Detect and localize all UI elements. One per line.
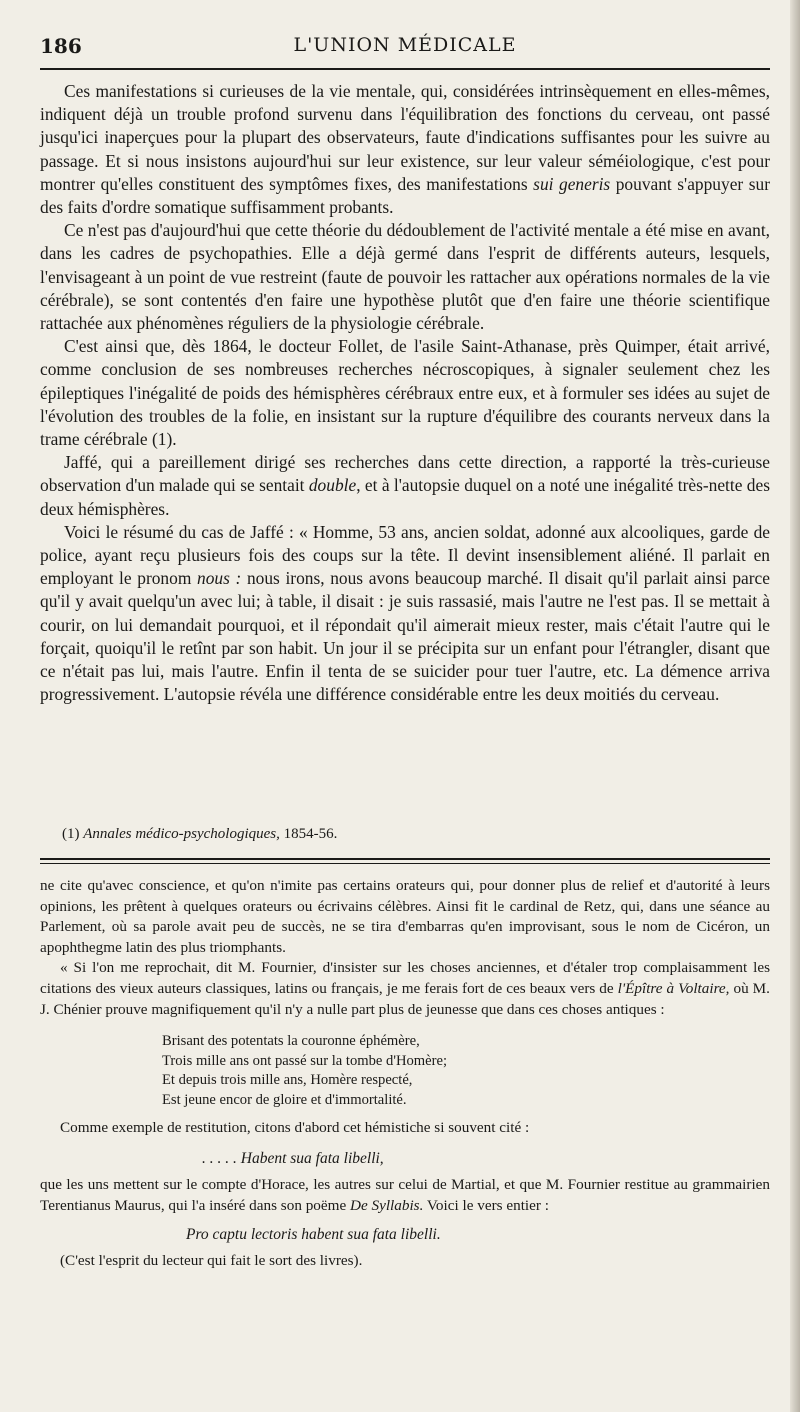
paragraph: C'est ainsi que, dès 1864, le docteur Follet, de l'asile Saint-Athanase, près Quimper, était arrivé, comme conclusion de ses nombreuses recherches nécroscopiques, à signaler seulement chez les épileptiques l'inégalité de poids des hémisphères cérébraux entre eux, et à formuler ses idées au sujet de l'évolution des troubles de la folie, en insistant sur la rupture d'équilibre des courants nerveux dans la trame cérébrale (1).: [40, 336, 770, 450]
verse-line: Trois mille ans ont passé sur la tombe d'Homère;: [162, 1052, 448, 1069]
page-number: 186: [40, 34, 82, 58]
feuilleton-text: [40, 876, 770, 1272]
latin-verse: Pro captu lectoris habent sua fata libelli.: [186, 1225, 441, 1243]
paragraph: que les uns mettent sur le compte d'Horace, les autres sur celui de Martial, et que M. Fournier restitue au grammairien Terentianus Maurus, qui l'a inséré dans son poëme De Syllabis. Voici le vers entier :: [40, 1176, 770, 1214]
paragraph: Ces manifestations si curieuses de la vie mentale, qui, considérées intrinsèquement en elles-mêmes, indiquent déjà un trouble profond survenu dans l'équilibration des fonctions du cerveau, ont passé jusqu'ici inaperçues pour la plupart des observateurs, faute d'indications suffisantes pour les suivre au passage. Et si nous insistons aujourd'hui sur leur existence, sur leur valeur séméiologique, c'est pour montrer qu'elles constituent des symptômes fixes, des manifestations sui generis pouvant s'appuyer sur des faits d'ordre somatique suffisamment probants.: [40, 81, 770, 218]
verse-line: Est jeune encor de gloire et d'immortalité.: [162, 1091, 407, 1108]
paragraph: ne cite qu'avec conscience, et qu'on n'imite pas certains orateurs qui, pour donner plus de relief et d'autorité à leurs opinions, les prêtent à quelques orateurs ou écrivains célèbres. Ainsi fit le cardinal de Retz, qui, dans une séance au Parlement, où sa parole avait peu de succès, ne se tira d'embarras qu'en improvisant, sous le nom de Cicéron, un apophthegme latin des plus triomphants.: [40, 877, 770, 956]
page-edge-shadow: [790, 0, 800, 1412]
footnote: (1) Annales médico-psychologiques, 1854-56.: [62, 826, 338, 842]
main-article-text: [40, 80, 770, 706]
translation: (C'est l'esprit du lecteur qui fait le sort des livres).: [60, 1252, 363, 1270]
paragraph: Comme exemple de restitution, citons d'abord cet hémistiche si souvent cité :: [60, 1119, 530, 1137]
page-header: [40, 34, 770, 60]
feuilleton-rule-thin: [40, 863, 770, 864]
latin-quote: . . . . . Habent sua fata libelli,: [202, 1149, 384, 1167]
verse-line: Brisant des potentats la couronne éphémère,: [162, 1033, 420, 1050]
paragraph: « Si l'on me reprochait, dit M. Fournier, d'insister sur les choses anciennes, et d'étaler trop complaisamment les citations des vieux auteurs classiques, latins ou français, je me ferais fort de ces beaux vers de l'Épître à Voltaire, où M. J. Chénier prouve magnifiquement qu'il n'y a nulle part plus de jeunesse que dans ces choses antiques :: [40, 959, 770, 1018]
verse-quote: [162, 1032, 770, 1110]
header-rule: [40, 68, 770, 70]
paragraph: Jaffé, qui a pareillement dirigé ses recherches dans cette direction, a rapporté la très-curieuse observation d'un malade qui se sentait double, et à l'autopsie duquel on a noté une inégalité très-nette des deux hémisphères.: [40, 452, 770, 519]
paragraph: Ce n'est pas d'aujourd'hui que cette théorie du dédoublement de l'activité mentale a été mise en avant, dans les cadres de psychopathies. Elle a déjà germé dans l'esprit de différents auteurs, lesquels, l'envisageant à un point de vue restreint (faute de pouvoir les rattacher aux opérations normales de la vie cérébrale), se sont contentés d'en faire une hypothèse plutôt que d'en faire une théorie scientifique rattachée aux phénomènes réguliers de la physiologie cérébrale.: [40, 220, 770, 334]
feuilleton-rule: [40, 858, 770, 860]
verse-line: Et depuis trois mille ans, Homère respecté,: [162, 1072, 413, 1089]
running-title: L'UNION MÉDICALE: [293, 34, 517, 56]
paragraph: Voici le résumé du cas de Jaffé : « Homme, 53 ans, ancien soldat, adonné aux alcooliques, garde de police, ayant reçu plusieurs fois des coups sur la tête. Il devint insensiblement aliéné. Il parlait en employant le pronom nous : nous irons, nous avons beaucoup marché. Il disait qu'il parlait ainsi parce qu'il y avait quelqu'un avec lui; à table, il disait : je suis rassasié, mais l'autre ne l'est pas. Il se mettait à courir, on lui demandait pourquoi, et il répondait qu'il aimerait mieux rester, mais c'était l'autre qui le forçait, quoiqu'il le retînt par son habit. Un jour il se précipita sur un enfant pour l'étrangler, disant que ce n'était pas lui, mais l'autre. Enfin il tenta de se suicider pour tuer l'autre, etc. La démence arriva progressivement. L'autopsie révéla une différence considérable entre les deux moitiés du cerveau.: [40, 521, 770, 705]
